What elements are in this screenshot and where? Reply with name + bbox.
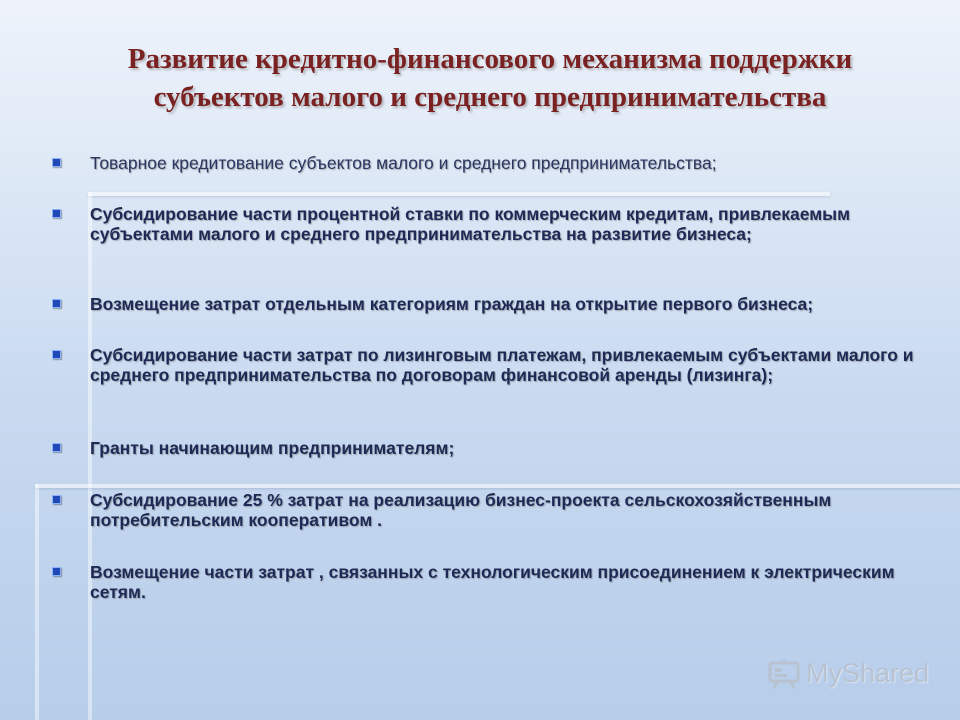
- square-bullet-icon: [52, 495, 61, 504]
- square-bullet-icon: [52, 158, 61, 167]
- list-item: [52, 490, 920, 530]
- slide-title: Развитие кредитно-финансового механизма поддержки субъектов малого и среднего предпринимательства: [127, 43, 853, 113]
- watermark: [768, 658, 929, 689]
- square-bullet-icon: [52, 299, 61, 308]
- square-bullet-icon: [52, 350, 61, 359]
- square-bullet-icon: [52, 209, 61, 218]
- list-item-text: Субсидирование части процентной ставки по коммерческим кредитам, привлекаемым субъектами малого и среднего предпринимательства на развитие бизнеса;: [90, 204, 851, 244]
- list-item-text: Субсидирование части затрат по лизинговым платежам, привлекаемым субъектами малого и среднего предпринимательства по договорам финансовой аренды (лизинга);: [90, 345, 914, 385]
- list-item-text: Возмещение части затрат , связанных с технологическим присоединением к электрическим сетям.: [90, 562, 895, 602]
- list-item: [52, 294, 920, 314]
- list-item: [52, 153, 920, 173]
- list-item-text: Гранты начинающим предпринимателям;: [90, 438, 455, 458]
- presentation-board-icon: [768, 659, 800, 689]
- list-item: [52, 438, 920, 458]
- list-item-text: Возмещение затрат отдельным категориям граждан на открытие первого бизнеса;: [90, 294, 814, 314]
- list-item: [52, 345, 920, 385]
- list-item: [52, 204, 920, 244]
- watermark-text: MyShared: [806, 658, 930, 688]
- list-item-text: Товарное кредитование субъектов малого и среднего предпринимательства;: [90, 153, 717, 173]
- list-item: [52, 562, 920, 602]
- list-item-text: Субсидирование 25 % затрат на реализацию бизнес-проекта сельскохозяйственным потребительским кооперативом .: [90, 490, 832, 530]
- square-bullet-icon: [52, 443, 61, 452]
- square-bullet-icon: [52, 567, 61, 576]
